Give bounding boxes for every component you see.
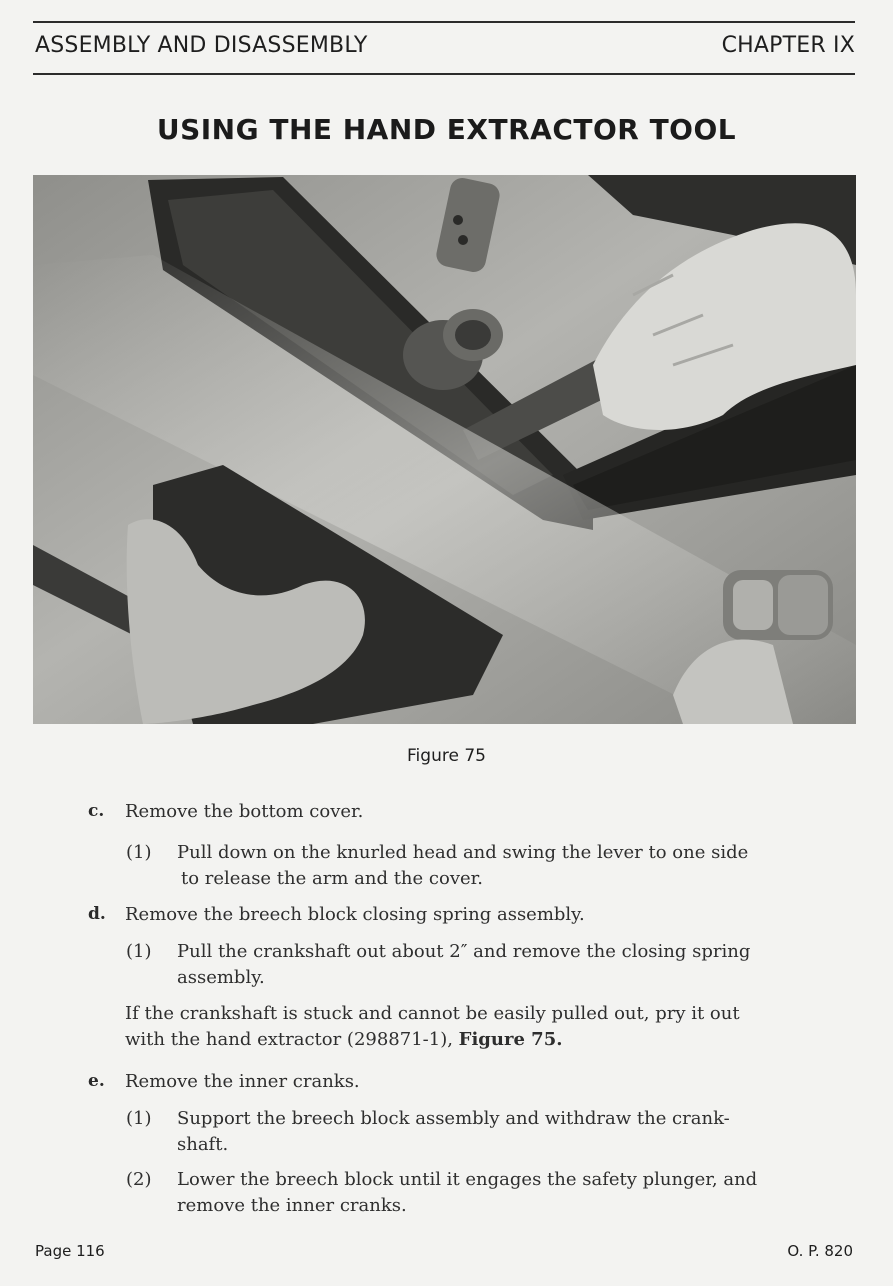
step-e-1-num: (1): [126, 1108, 152, 1129]
step-d-1-num: (1): [126, 941, 152, 962]
chapter-header: CHAPTER IX: [721, 33, 855, 58]
step-d-letter: d.: [88, 904, 106, 924]
step-c-letter: c.: [88, 801, 105, 821]
step-e-letter: e.: [88, 1071, 105, 1091]
step-c-1-num: (1): [126, 842, 152, 863]
header-rule-top: [33, 21, 855, 23]
step-c-1-line2: to release the arm and the cover.: [181, 868, 483, 889]
step-d-note-line2: [125, 1027, 562, 1053]
document-number: O. P. 820: [787, 1242, 853, 1260]
step-e-1-line2: shaft.: [177, 1134, 229, 1155]
step-d-note-line1: If the crankshaft is stuck and cannot be easily pulled out, pry it out: [125, 1003, 740, 1024]
step-e-1-line1: Support the breech block assembly and withdraw the crank-: [177, 1108, 730, 1129]
step-e-2-num: (2): [126, 1169, 152, 1190]
page-number: Page 116: [35, 1242, 105, 1260]
header-rule-bottom: [33, 73, 855, 75]
step-e-2-line1: Lower the breech block until it engages the safety plunger, and: [177, 1169, 758, 1190]
step-e-text: Remove the inner cranks.: [125, 1071, 360, 1092]
figure-75-photo: [33, 175, 856, 724]
step-d-text: Remove the breech block closing spring assembly.: [125, 904, 585, 925]
step-c-text: Remove the bottom cover.: [125, 801, 364, 822]
step-c-1-line1: Pull down on the knurled head and swing the lever to one side: [177, 842, 749, 863]
step-d-note-text: with the hand extractor (298871-1),: [125, 1029, 453, 1050]
section-header: ASSEMBLY AND DISASSEMBLY: [35, 33, 368, 58]
step-d-1-line2: assembly.: [177, 967, 265, 988]
step-e-2-line2: remove the inner cranks.: [177, 1195, 407, 1216]
step-d-1-line1: Pull the crankshaft out about 2″ and remove the closing spring: [177, 941, 751, 962]
figure-reference-link[interactable]: Figure 75.: [458, 1029, 563, 1050]
figure-caption: Figure 75: [407, 746, 486, 766]
page-title: USING THE HAND EXTRACTOR TOOL: [156, 113, 737, 146]
